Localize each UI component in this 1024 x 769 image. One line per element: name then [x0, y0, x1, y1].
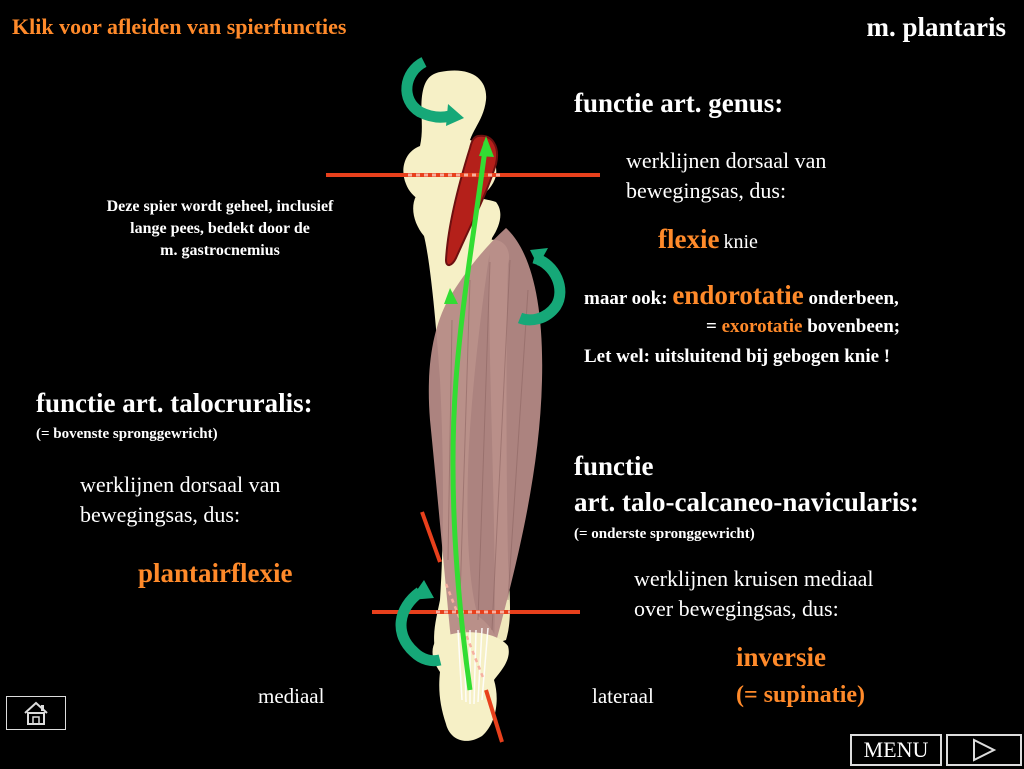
text-line: bewegingsas, dus:	[626, 178, 787, 203]
play-icon	[948, 736, 1020, 764]
genus-result	[658, 224, 758, 255]
heading-line: functie	[574, 451, 654, 481]
text-line: bewegingsas, dus:	[80, 502, 241, 527]
endorotatie-term: endorotatie	[672, 280, 804, 310]
rotation-line	[584, 280, 899, 311]
tcn-heading	[574, 448, 919, 520]
talocruralis-sub: (= bovenste spronggewricht)	[36, 426, 218, 442]
tcn-text	[634, 564, 873, 624]
coverage-note	[30, 196, 410, 262]
bent-knee-note: Let wel: uitsluitend bij gebogen knie !	[584, 346, 891, 367]
heading-line: art. talo-calcaneo-navicularis:	[574, 487, 919, 517]
plantairflexie-term: plantairflexie	[138, 558, 293, 588]
tcn-sub: (= onderste spronggewricht)	[574, 526, 755, 542]
exorotation-line	[706, 316, 900, 338]
exorotatie-term: exorotatie	[721, 316, 803, 337]
leg-illustration	[300, 45, 620, 765]
maar-ook-label: maar ook:	[584, 288, 668, 309]
menu-button[interactable]: MENU	[850, 734, 942, 766]
equals-sign: =	[706, 316, 717, 337]
text-line: werklijnen dorsaal van	[80, 472, 281, 497]
derive-functions-link[interactable]: Klik voor afleiden van spierfuncties	[12, 14, 347, 39]
genus-text	[626, 146, 826, 206]
talocruralis-text	[80, 470, 280, 530]
inversie-term: inversie	[736, 642, 826, 672]
genus-heading: functie art. genus:	[574, 88, 784, 118]
text-line: werklijnen kruisen mediaal	[634, 566, 874, 591]
note-line: lange pees, bedekt door de	[130, 220, 310, 237]
subtalar-axis-line	[422, 512, 440, 562]
knie-term: knie	[723, 231, 758, 253]
home-icon	[7, 697, 65, 729]
home-button[interactable]	[6, 696, 66, 730]
supinatie-term: (= supinatie)	[736, 682, 866, 708]
talocruralis-heading: functie art. talocruralis:	[36, 388, 313, 418]
note-line: m. gastrocnemius	[160, 242, 280, 259]
flexie-term: flexie	[658, 224, 720, 254]
bovenbeen-label: bovenbeen;	[807, 316, 901, 337]
text-line: over bewegingsas, dus:	[634, 596, 839, 621]
mediaal-label: mediaal	[258, 684, 325, 708]
text-line: werklijnen dorsaal van	[626, 148, 827, 173]
page-title: m. plantaris	[866, 12, 1006, 42]
note-line: Deze spier wordt geheel, inclusief	[106, 198, 334, 215]
next-button[interactable]	[946, 734, 1022, 766]
lateraal-label: lateraal	[592, 684, 654, 708]
onderbeen-label: onderbeen,	[808, 288, 899, 309]
